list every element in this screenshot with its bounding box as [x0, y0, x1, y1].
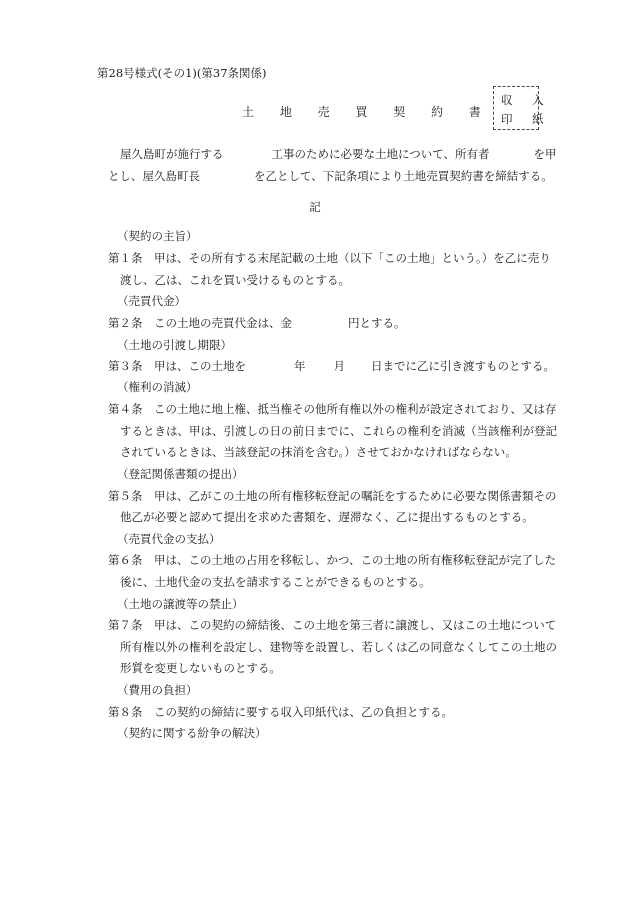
article-4-line-1: 第４条 この土地に地上権、抵当権その他所有権以外の権利が設定されており、又は存: [108, 402, 557, 416]
article-8: 第８条 この契約の締結に要する収入印紙代は、乙の負担とする。: [108, 705, 453, 719]
article-3: [108, 359, 555, 373]
article-4-line-2: するときは、甲は、引渡しの日の前日までに、これらの権利を消滅（当該権利が登記: [120, 424, 557, 438]
article-6-line-1: 第６条 甲は、この土地の占用を移転し、かつ、この土地の所有権移転登記が完了した: [108, 553, 557, 567]
intro-text: 工事のために必要な土地について、所有者: [271, 147, 490, 161]
article-7-line-2: 所有権以外の権利を設定し、建物等を設置し、若しくは乙の同意なくしてこの土地の: [120, 640, 557, 654]
ki-heading: 記: [309, 200, 321, 214]
article-heading: （契約の主旨）: [117, 229, 198, 243]
article-heading: （売買代金）: [117, 294, 186, 308]
article-heading: （費用の負担）: [117, 683, 198, 697]
article-heading: （土地の譲渡等の禁止）: [117, 597, 244, 611]
article-3-text: 日までに乙に引き渡すものとする。: [371, 359, 555, 373]
article-7-line-1: 第７条 甲は、この契約の締結後、この土地を第三者に譲渡し、又はこの土地について: [108, 618, 557, 632]
article-3-year: 年: [294, 359, 306, 373]
article-heading: （権利の消滅）: [117, 380, 198, 394]
intro-line-1: [120, 147, 557, 161]
article-5-line-2: 他乙が必要と認めて提出を求めた書類を、遅滞なく、乙に提出するものとする。: [120, 510, 534, 524]
article-3-text: 第３条 甲は、この土地を: [108, 359, 246, 373]
intro-text: 屋久島町が施行する: [120, 147, 224, 161]
intro-line-2: [108, 169, 553, 183]
document-title: 土 地 売 買 契 約 書: [242, 105, 492, 119]
article-heading: （土地の引渡し期限）: [117, 338, 232, 352]
form-number: 第28号様式(その1)(第37条関係): [97, 66, 267, 80]
article-2-text: 第２条 この土地の売買代金は、金: [108, 316, 292, 330]
article-5-line-1: 第５条 甲は、乙がこの土地の所有権移転登記の嘱託をするために必要な関係書類その: [108, 489, 557, 503]
article-heading: （売買代金の支払）: [117, 532, 221, 546]
article-6-line-2: 後に、土地代金の支払を請求することができるものとする。: [120, 575, 431, 589]
article-1-line-1: 第１条 甲は、その所有する末尾記載の土地（以下「この土地」という。）を乙に売り: [108, 251, 551, 265]
article-2-text: 円とする。: [348, 316, 406, 330]
article-2: [108, 316, 406, 330]
article-3-month: 月: [333, 359, 345, 373]
revenue-stamp-box: [493, 86, 552, 130]
intro-text: とし、屋久島町長: [108, 169, 200, 183]
intro-text: を乙として、下記条項により土地売買契約書を締結する。: [254, 169, 553, 183]
stamp-label-line1: 収 入: [501, 93, 552, 107]
article-4-line-3: されているときは、当該登記の抹消を含む。）させておかなければならない。: [120, 445, 517, 459]
intro-text: を甲: [533, 147, 557, 161]
stamp-label-line2: 印 紙: [501, 112, 552, 126]
article-heading: （契約に関する紛争の解決）: [117, 726, 267, 740]
article-heading: （登記関係書類の提出）: [117, 467, 244, 481]
article-1-line-2: 渡し、乙は、これを買い受けるものとする。: [120, 273, 350, 287]
article-7-line-3: 形質を変更しないものとする。: [120, 661, 281, 675]
